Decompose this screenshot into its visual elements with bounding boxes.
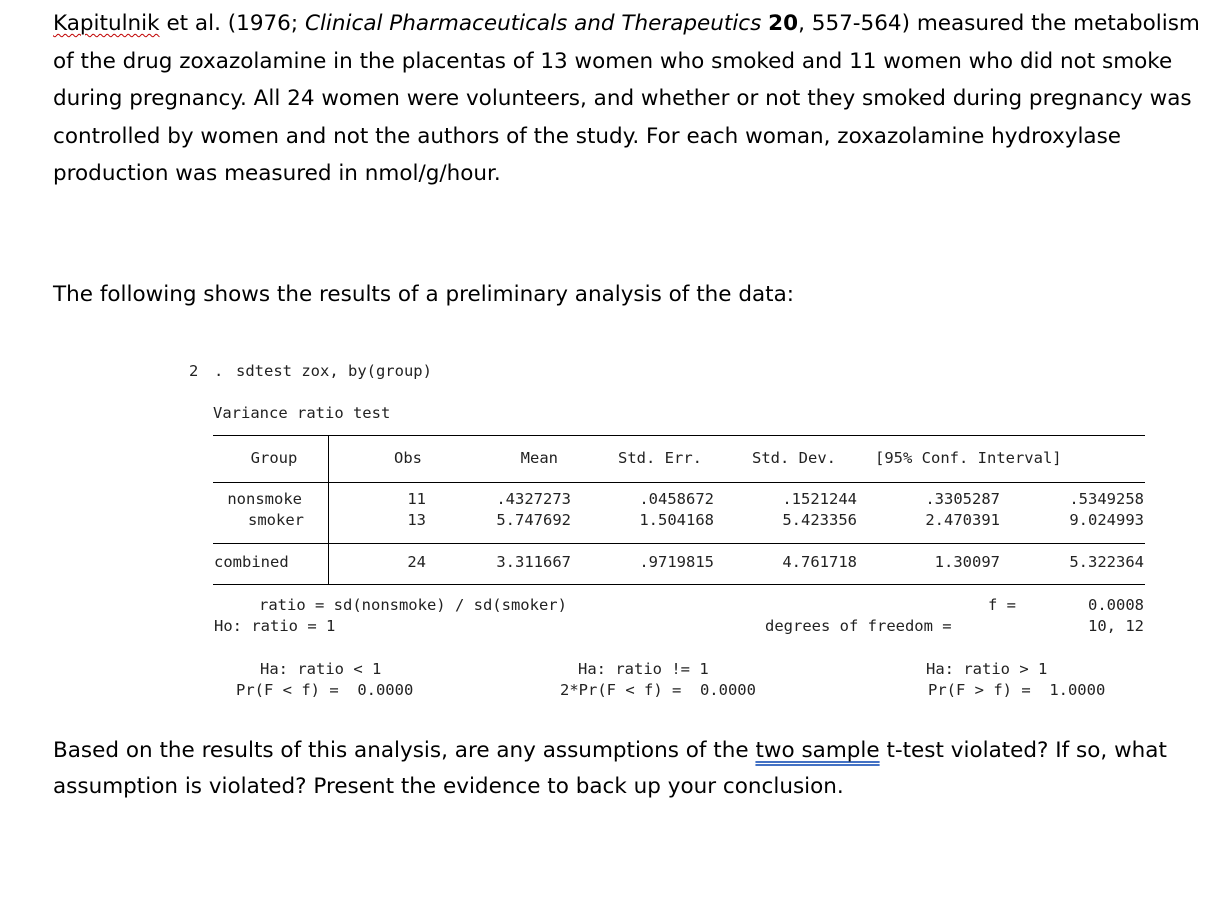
row-mean: .4327273 <box>496 490 571 508</box>
row-std-err: .9719815 <box>639 553 714 571</box>
row-std-dev: 4.761718 <box>782 553 857 571</box>
f-label: f = <box>988 596 1016 614</box>
row-group: nonsmoke <box>227 490 302 508</box>
header-mean: Mean <box>520 449 558 467</box>
intro-paragraph <box>53 5 1203 193</box>
ratio-definition: ratio = sd(nonsmoke) / sd(smoker) <box>259 596 567 614</box>
row-std-dev: 5.423356 <box>782 511 857 529</box>
header-group: Group <box>250 449 298 467</box>
row-std-err: 1.504168 <box>639 511 714 529</box>
question-paragraph <box>53 733 1203 805</box>
question-pre: Based on the results of this analysis, are any assumptions of the <box>53 738 756 763</box>
ha-right-pvalue: Pr(F > f) = 1.0000 <box>928 681 1106 699</box>
df-value: 10, 12 <box>1088 617 1144 635</box>
row-obs: 24 <box>407 553 426 571</box>
command-number: 2 <box>189 362 199 380</box>
lead-sentence: The following shows the results of a preliminary analysis of the data: <box>53 282 794 307</box>
header-std-err: Std. Err. <box>618 449 702 467</box>
question-post: t-test violated? If so, what assumption is violated? Present the evidence to back up your conclusion. <box>53 738 1167 799</box>
df-label: degrees of freedom = <box>765 617 952 635</box>
header-conf-interval: [95% Conf. Interval] <box>875 449 1062 467</box>
row-group: combined <box>214 553 289 571</box>
ha-left-pvalue: Pr(F < f) = 0.0000 <box>236 681 414 699</box>
command-text: sdtest zox, by(group) <box>236 362 432 380</box>
row-ci-low: .3305287 <box>925 490 1000 508</box>
table-bottom-rule <box>213 584 1145 585</box>
author-name: Kapitulnik <box>53 11 160 36</box>
table-top-rule <box>213 435 1145 436</box>
intro-body: , 557-564) measured the metabolism of the drug zoxazolamine in the placentas of 13 women who smoked and 11 women who did not smoke during pregnancy. All 24 women were volunteers, and whether or not they smoked during pregnancy was controlled by women and not the authors of the study. For each woman, zoxazolamine hydroxylase production was measured in nmol/g/hour. <box>53 11 1200 186</box>
row-ci-high: .5349258 <box>1069 490 1144 508</box>
row-mean: 3.311667 <box>496 553 571 571</box>
ha-mid-pvalue: 2*Pr(F < f) = 0.0000 <box>560 681 756 699</box>
journal-volume: 20 <box>768 11 799 36</box>
header-rule <box>213 482 1145 483</box>
row-obs: 13 <box>407 511 426 529</box>
ha-mid-hypothesis: Ha: ratio != 1 <box>578 660 709 678</box>
row-group: smoker <box>248 511 304 529</box>
command-dot: . <box>214 362 224 380</box>
row-obs: 11 <box>407 490 426 508</box>
row-ci-high: 5.322364 <box>1069 553 1144 571</box>
header-obs: Obs <box>394 449 422 467</box>
ha-left-hypothesis: Ha: ratio < 1 <box>260 660 382 678</box>
row-ci-high: 9.024993 <box>1069 511 1144 529</box>
combined-rule <box>213 543 1145 544</box>
row-std-err: .0458672 <box>639 490 714 508</box>
row-std-dev: .1521244 <box>782 490 857 508</box>
journal-title: Clinical Pharmaceuticals and Therapeutics <box>304 11 762 36</box>
row-ci-low: 2.470391 <box>925 511 1000 529</box>
row-ci-low: 1.30097 <box>934 553 1000 571</box>
intro-citation-pre: et al. (1976; <box>159 11 305 36</box>
f-value: 0.0008 <box>1088 596 1144 614</box>
ha-right-hypothesis: Ha: ratio > 1 <box>926 660 1048 678</box>
header-std-dev: Std. Dev. <box>752 449 836 467</box>
null-hypothesis: Ho: ratio = 1 <box>214 617 336 635</box>
test-title: Variance ratio test <box>213 404 391 422</box>
question-underlined-term: two sample <box>755 738 880 763</box>
row-mean: 5.747692 <box>496 511 571 529</box>
